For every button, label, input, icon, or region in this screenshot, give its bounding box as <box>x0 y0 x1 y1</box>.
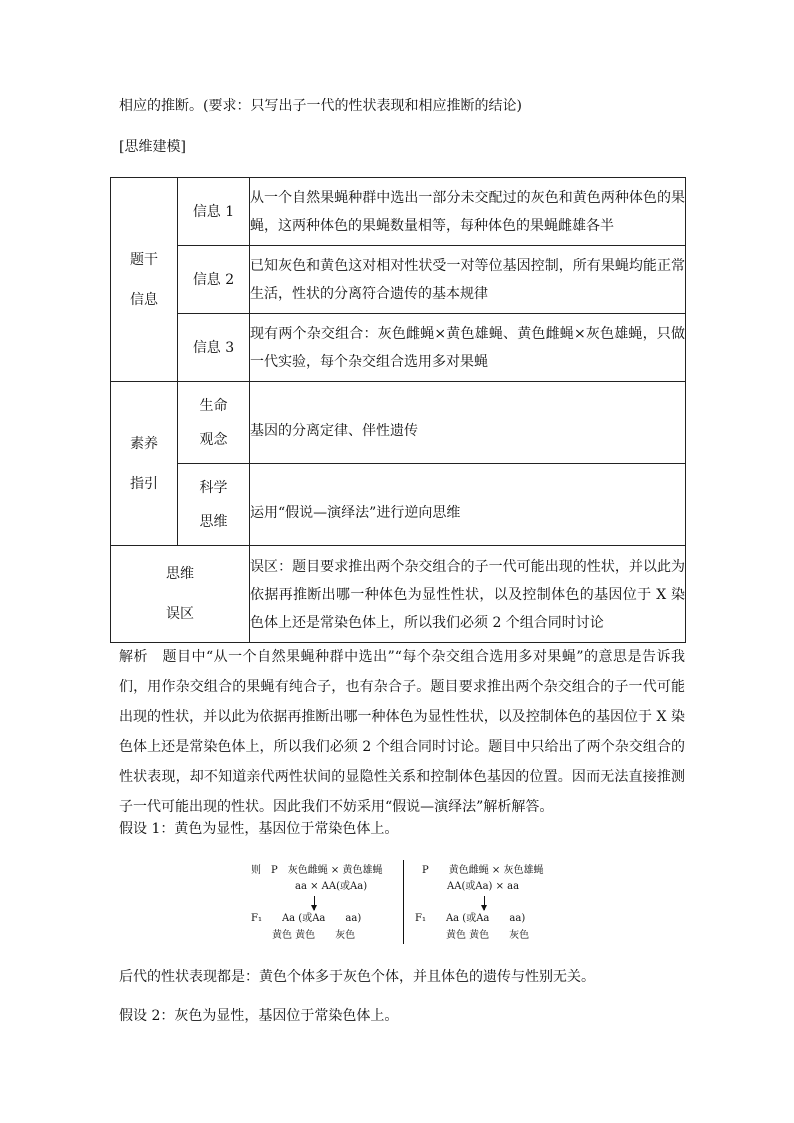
cross-left-f1: F₁ Aa (或Aa aa) <box>251 913 362 924</box>
group-label: 信息 <box>130 291 158 308</box>
misconception-content: 误区：题目要求推出两个杂交组合的子一代可能出现的性状，并以此为依据再推断出哪一种体色为显性性状，以及控制体色的基因位于 X 染色体上还是常染色体上，所以我们必须 2 个组合同时讨论 <box>250 546 686 643</box>
down-arrow-icon <box>484 896 485 910</box>
table-row <box>111 246 686 314</box>
group-label: 素养 <box>130 435 158 452</box>
cross-right-parents: P 黄色雌蝇 × 灰色雄蝇 <box>422 865 544 876</box>
sub-label: 误区 <box>166 606 194 622</box>
info2-label: 信息 2 <box>178 246 250 314</box>
table-row <box>111 314 686 382</box>
cross-left-genotype: aa × AA(或Aa) <box>295 881 368 892</box>
result-1: 后代的性状表现都是：黄色个体多于灰色个体，并且体色的遗传与性别无关。 <box>119 969 595 985</box>
cross-left-phenotype: 黄色 黄色 灰色 <box>272 930 356 941</box>
thinking-model-table <box>110 177 686 643</box>
hypothesis-2: 假设 2：灰色为显性，基因位于常染色体上。 <box>119 1008 399 1024</box>
table-row <box>111 546 686 643</box>
table-row <box>111 178 686 246</box>
sub-label: 思维 <box>166 566 194 582</box>
table-row <box>111 464 686 546</box>
analysis-paragraph: 解析 题目中“从一个自然果蝇种群中选出”“每个杂交组合选用多对果蝇”的意思是告诉我们，用作杂交组合的果蝇有纯合子，也有杂合子。题目要求推出两个杂交组合的子一代可能出现的性状，并以此为依据再推断出哪一种体色为显性性状，以及控制体色的基因位于 X 染色体上还是常染色体上，所以我们必须 2 个组合同时讨论。题目中只给出了两个杂交组合的性状表现，却不知道亲代两性状间的显隐性关系和控制体色基因的位置。因而无法直接推测子一代可能出现的性状。因此我们不妨采用“假说—演绎法”解析解答。 <box>119 649 685 815</box>
cross-right-genotype: AA(或Aa) × aa <box>447 881 520 892</box>
group-stem-info <box>111 178 178 382</box>
info3-label: 信息 3 <box>178 314 250 382</box>
cross-right-phenotype: 黄色 黄色 灰色 <box>446 930 530 941</box>
hypothesis-1: 假设 1：黄色为显性，基因位于常染色体上。 <box>119 821 399 837</box>
sub-label: 科学 <box>199 479 228 496</box>
info1-content: 从一个自然果蝇种群中选出一部分未交配过的灰色和黄色两种体色的果蝇，这两种体色的果蝇数量相等，每种体色的果蝇雌雄各半 <box>250 178 686 246</box>
scientific-thinking-content: 运用“假说—演绎法”进行逆向思维 <box>250 464 686 546</box>
group-label: 指引 <box>130 475 158 492</box>
cross-left-parents: 则 P 灰色雌蝇 × 黄色雄蝇 <box>251 865 383 876</box>
group-label: 题干 <box>130 251 158 268</box>
info1-label: 信息 1 <box>178 178 250 246</box>
info3-content: 现有两个杂交组合：灰色雌蝇×黄色雄蝇、黄色雌蝇×灰色雄蝇，只做一代实验，每个杂交组合选用多对果蝇 <box>250 314 686 382</box>
misconception-label <box>111 546 250 643</box>
life-concept-content: 基因的分离定律、伴性遗传 <box>250 382 686 464</box>
sub-label: 观念 <box>199 431 228 448</box>
sub-label: 生命 <box>199 397 228 414</box>
sub-label: 思维 <box>199 513 228 530</box>
down-arrow-icon <box>314 896 315 910</box>
cross-divider <box>403 860 404 944</box>
group-literacy-guide <box>111 382 178 546</box>
info2-content: 已知灰色和黄色这对相对性状受一对等位基因控制，所有果蝇均能正常生活，性状的分离符合遗传的基本规律 <box>250 246 686 314</box>
scientific-thinking-label <box>178 464 250 546</box>
cross-right-f1: F₁ Aa (或Aa aa) <box>415 913 526 924</box>
section-title: [思维建模] <box>119 139 186 155</box>
life-concept-label <box>178 382 250 464</box>
intro-line: 相应的推断。(要求：只写出子一代的性状表现和相应推断的结论) <box>119 98 522 114</box>
table-row <box>111 382 686 464</box>
